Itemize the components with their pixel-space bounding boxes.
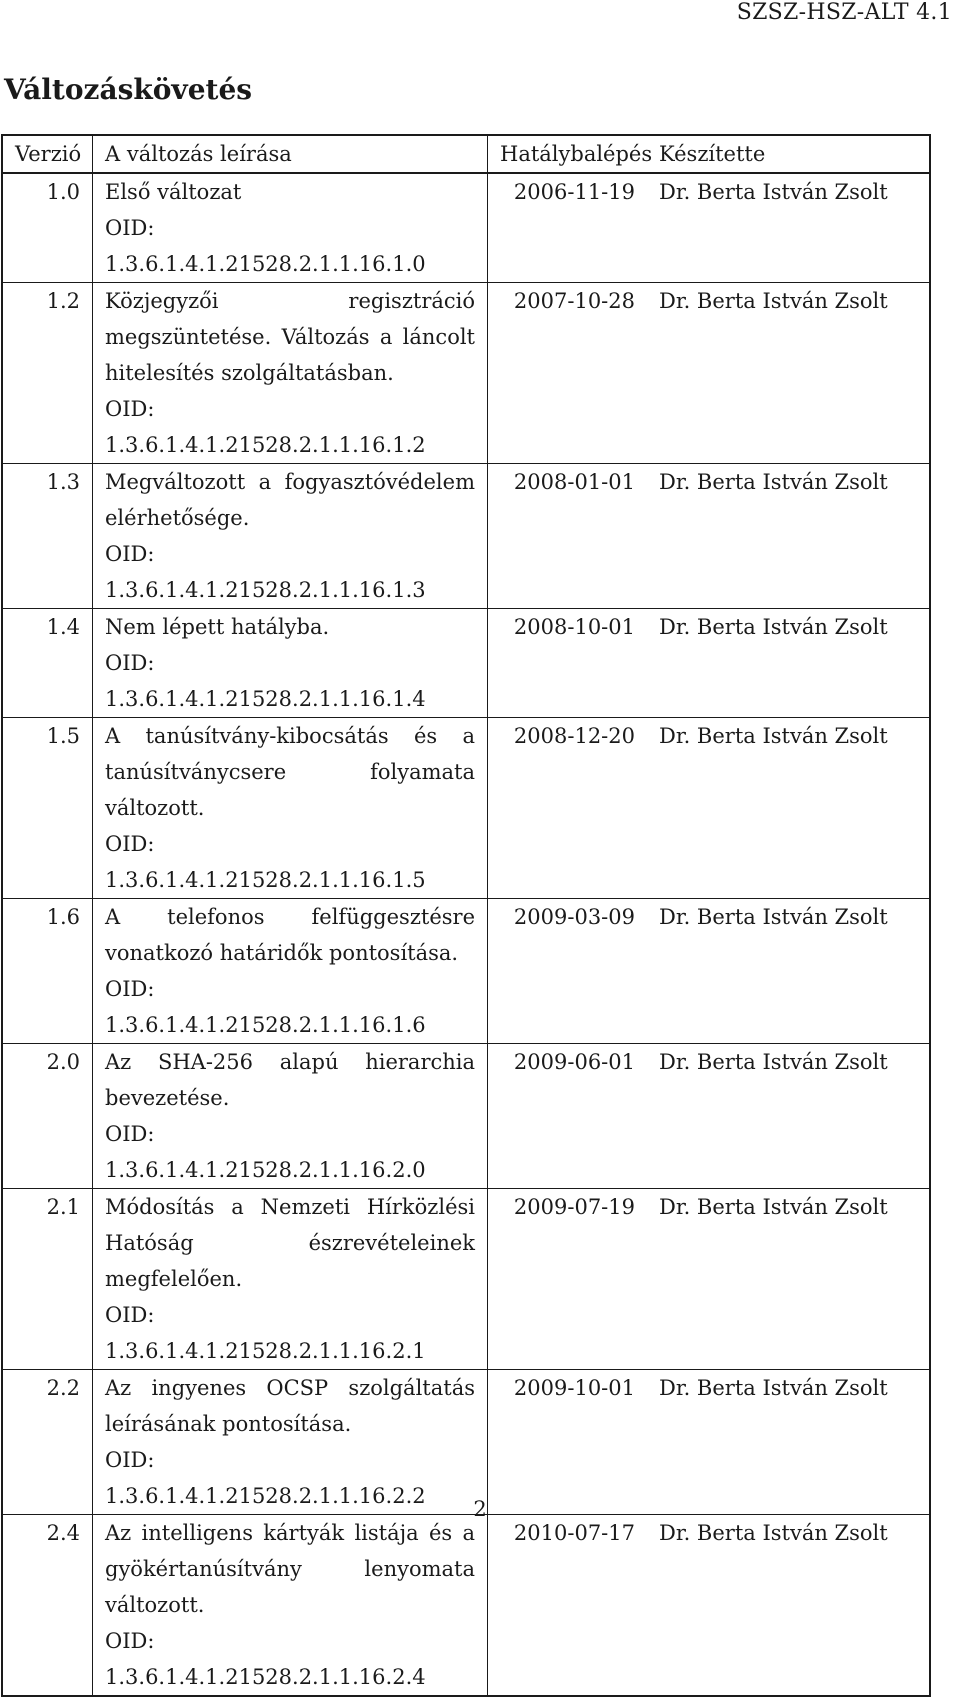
author-cell: Dr. Berta István Zsolt <box>647 1370 930 1515</box>
oid-text: OID: 1.3.6.1.4.1.21528.2.1.1.16.2.4 <box>105 1629 426 1689</box>
table-row <box>2 464 930 609</box>
description-cell <box>93 609 488 718</box>
oid-text: OID: 1.3.6.1.4.1.21528.2.1.1.16.1.0 <box>105 216 426 276</box>
description-text: A telefonos felfüggesztésre vonatkozó határidők pontosítása. <box>105 905 475 965</box>
version-cell: 2.4 <box>2 1515 93 1697</box>
author-cell: Dr. Berta István Zsolt <box>647 609 930 718</box>
column-header-author: Készítette <box>647 135 930 173</box>
version-cell: 1.3 <box>2 464 93 609</box>
oid-text: OID: 1.3.6.1.4.1.21528.2.1.1.16.2.0 <box>105 1122 426 1182</box>
description-cell <box>93 718 488 899</box>
description-cell <box>93 464 488 609</box>
date-cell: 2010-07-17 <box>513 1521 635 1545</box>
change-log-table <box>1 134 931 1697</box>
description-text: Az SHA-256 alapú hierarchia bevezetése. <box>105 1050 475 1110</box>
oid-text: OID: 1.3.6.1.4.1.21528.2.1.1.16.1.6 <box>105 977 426 1037</box>
date-cell: 2009-10-01 <box>488 1370 648 1515</box>
column-header-version: Verzió <box>2 135 93 173</box>
table-row <box>2 718 930 899</box>
author-cell: Dr. Berta István Zsolt <box>647 283 930 464</box>
author-cell: Dr. Berta István Zsolt <box>659 1521 888 1545</box>
version-cell: 2.2 <box>2 1370 93 1515</box>
table-row <box>2 609 930 718</box>
description-cell <box>93 1189 488 1370</box>
version-cell: 1.2 <box>2 283 93 464</box>
oid-text: OID: 1.3.6.1.4.1.21528.2.1.1.16.1.3 <box>105 542 426 602</box>
description-cell <box>93 173 488 283</box>
version-cell: 1.6 <box>2 899 93 1044</box>
table-row <box>2 283 930 464</box>
version-cell: 2.0 <box>2 1044 93 1189</box>
table-row <box>2 899 930 1044</box>
version-cell: 2.1 <box>2 1189 93 1370</box>
description-text: A tanúsítvány-kibocsátás és a tanúsítványcsere folyamata változott. <box>105 724 475 820</box>
page-number: 2 <box>473 1497 487 1521</box>
oid-text: OID: 1.3.6.1.4.1.21528.2.1.1.16.1.2 <box>105 397 426 457</box>
description-text: Első változat <box>105 180 242 204</box>
author-cell: Dr. Berta István Zsolt <box>647 464 930 609</box>
version-cell: 1.5 <box>2 718 93 899</box>
document-id: SZSZ-HSZ-ALT 4.1 <box>736 0 952 25</box>
description-cell <box>93 283 488 464</box>
oid-text: OID: 1.3.6.1.4.1.21528.2.1.1.16.2.1 <box>105 1303 426 1363</box>
date-cell: 2007-10-28 <box>488 283 648 464</box>
date-cell: 2006-11-19 <box>488 173 648 283</box>
section-title: Változáskövetés <box>4 73 253 106</box>
description-text: Nem lépett hatályba. <box>105 615 330 639</box>
table-row <box>2 1515 930 1697</box>
date-cell: 2008-10-01 <box>488 609 648 718</box>
date-cell: 2009-03-09 <box>488 899 648 1044</box>
author-cell: Dr. Berta István Zsolt <box>647 173 930 283</box>
description-text: Megváltozott a fogyasztóvédelem elérhetősége. <box>105 470 475 530</box>
description-text: Közjegyzői regisztráció megszüntetése. Változás a láncolt hitelesítés szolgáltatásban. <box>105 289 475 385</box>
description-text: Módosítás a Nemzeti Hírközlési Hatóság észrevételeinek megfelelően. <box>105 1195 475 1291</box>
date-cell: 2009-06-01 <box>488 1044 648 1189</box>
description-cell <box>93 1044 488 1189</box>
date-cell: 2008-01-01 <box>488 464 648 609</box>
description-text: Az ingyenes OCSP szolgáltatás leírásának pontosítása. <box>105 1376 475 1436</box>
version-cell: 1.0 <box>2 173 93 283</box>
version-cell: 1.4 <box>2 609 93 718</box>
table-header-row <box>2 135 930 173</box>
table-row <box>2 1044 930 1189</box>
description-text: Az intelligens kártyák listája és a gyökértanúsítvány lenyomata változott. <box>105 1521 475 1617</box>
description-cell <box>93 1370 488 1515</box>
column-header-effective-date: Hatálybalépés <box>488 135 648 173</box>
date-cell: 2009-07-19 <box>488 1189 648 1370</box>
author-cell: Dr. Berta István Zsolt <box>647 899 930 1044</box>
oid-text: OID: 1.3.6.1.4.1.21528.2.1.1.16.1.5 <box>105 832 426 892</box>
oid-text: OID: 1.3.6.1.4.1.21528.2.1.1.16.2.2 <box>105 1448 426 1508</box>
table-row <box>2 1189 930 1370</box>
date-cell: 2008-12-20 <box>488 718 648 899</box>
author-cell: Dr. Berta István Zsolt <box>647 718 930 899</box>
oid-text: OID: 1.3.6.1.4.1.21528.2.1.1.16.1.4 <box>105 651 426 711</box>
table-row <box>2 173 930 283</box>
column-header-description: A változás leírása <box>93 135 488 173</box>
author-cell: Dr. Berta István Zsolt <box>647 1044 930 1189</box>
table-row <box>2 1370 930 1515</box>
description-cell <box>93 899 488 1044</box>
description-cell <box>93 1515 488 1697</box>
author-cell: Dr. Berta István Zsolt <box>647 1189 930 1370</box>
